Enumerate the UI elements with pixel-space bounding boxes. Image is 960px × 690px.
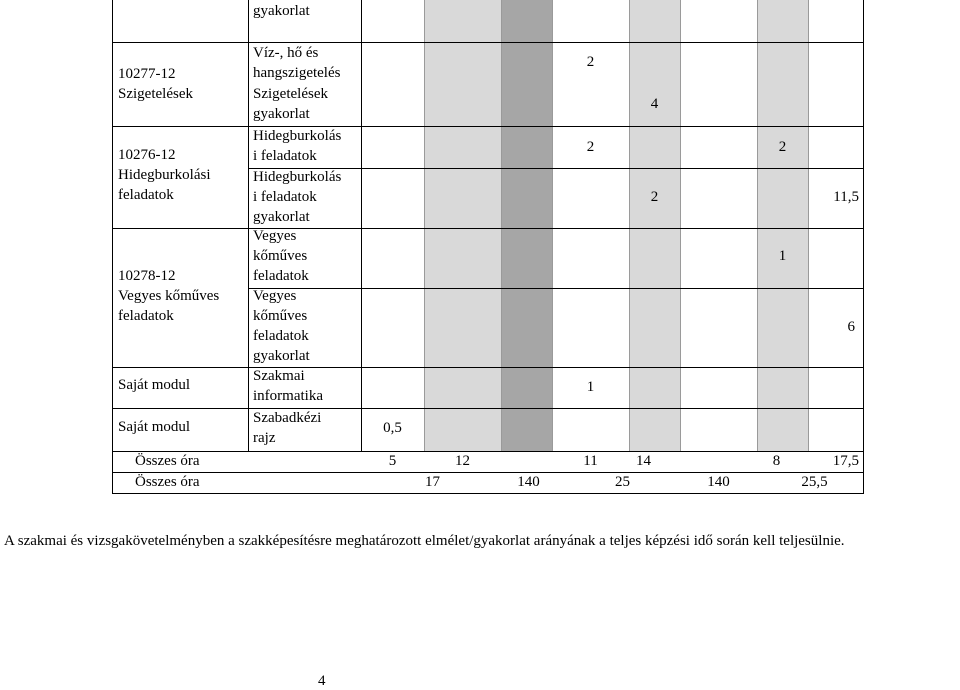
cell-value: 4 <box>650 96 659 112</box>
subject-vegyes: Vegyes kőműves feladatok <box>253 228 309 284</box>
module-sajat-1: Saját modul <box>118 377 191 393</box>
totals-row2-value: 17 <box>425 474 440 490</box>
totals-row2-label: Összes óra <box>135 474 200 490</box>
totals-row1-value: 5 <box>388 453 397 469</box>
subject-szabadkezi: Szabadkézi rajz <box>253 410 322 446</box>
totals-row2-value: 140 <box>517 474 540 490</box>
totals-row1-value: 11 <box>583 453 598 469</box>
cell-value: 0,5 <box>383 420 402 436</box>
cell-value: 1 <box>586 379 595 395</box>
totals-row2-value: 25,5 <box>801 474 828 490</box>
totals-row1-value: 8 <box>772 453 781 469</box>
totals-row1-value: 14 <box>636 453 651 469</box>
module-sajat-2: Saját modul <box>118 419 191 435</box>
totals-row1-value: 12 <box>455 453 470 469</box>
subject-vegyes-gyak: Vegyes kőműves feladatok gyakorlat <box>253 288 310 364</box>
cell-value: 2 <box>778 139 787 155</box>
module-10276-12: 10276-12 Hidegburkolási feladatok <box>118 147 211 203</box>
module-10278-12: 10278-12 Vegyes kőműves feladatok <box>118 268 220 324</box>
cell-value: 11,5 <box>833 189 859 205</box>
cell-value: 2 <box>586 54 595 70</box>
totals-row2-value: 25 <box>615 474 630 490</box>
subject-hideg-gyak: Hidegburkolás i feladatok gyakorlat <box>253 169 342 225</box>
totals-row1-label: Összes óra <box>135 453 200 469</box>
module-10277-12: 10277-12 Szigetelések <box>118 66 193 102</box>
totals-row2-value: 140 <box>707 474 730 490</box>
subject-szig-gyak: Szigetelések gyakorlat <box>253 86 328 122</box>
cell-value: 6 <box>847 319 855 335</box>
page-number: 4 <box>318 673 326 689</box>
cell-value: 2 <box>650 189 659 205</box>
subject-hideg: Hidegburkolás i feladatok <box>253 128 342 164</box>
totals-row1-value: 17,5 <box>832 453 859 469</box>
subject-szakmai-inf: Szakmai informatika <box>253 368 323 404</box>
cell-value: 1 <box>778 248 787 264</box>
footnote: A szakmai és vizsgakövetelményben a szakképesítésre meghatározott elmélet/gyakorlat arányának a teljes képzési idő során kell teljesülnie. <box>4 533 845 549</box>
cell-value: 2 <box>586 139 595 155</box>
top-cell-gyakorlat: gyakorlat <box>253 3 310 19</box>
subject-vizho: Víz-, hő és hangszigetelés <box>253 45 341 81</box>
